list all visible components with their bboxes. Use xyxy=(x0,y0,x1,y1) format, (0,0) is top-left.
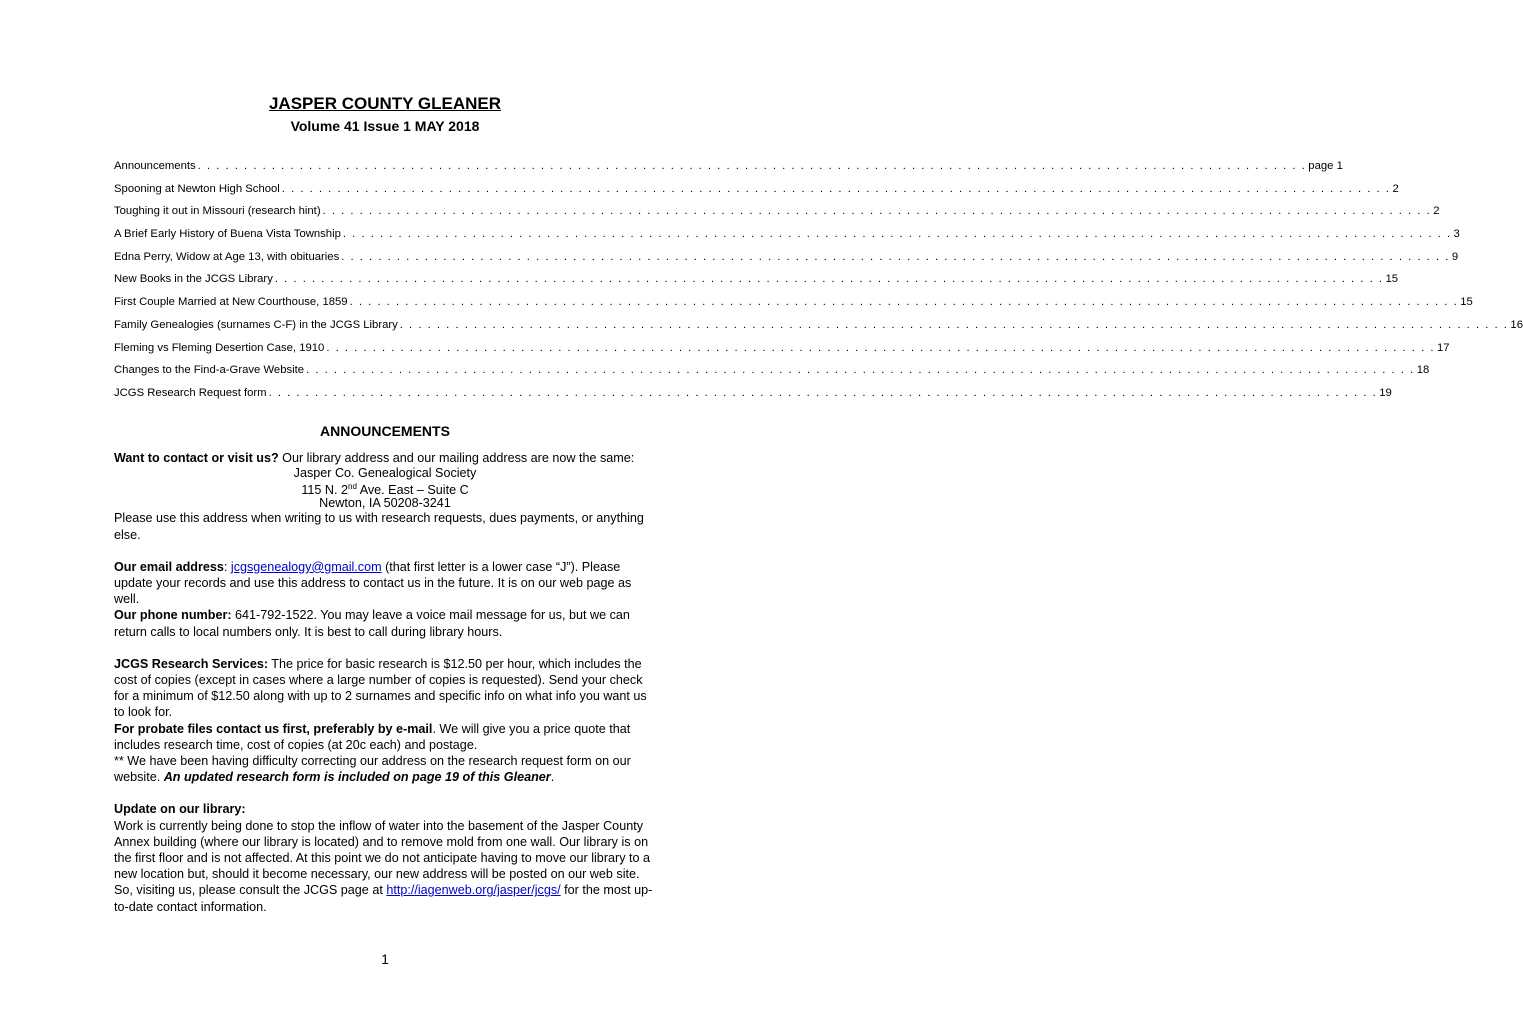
toc-entry-page: 2 xyxy=(1433,205,1440,218)
contact-text: Our library address and our mailing address are now the same: xyxy=(282,451,635,465)
toc-entry xyxy=(114,250,1459,274)
toc-entry-page: 9 xyxy=(1451,250,1459,263)
toc-entry-title: A Brief Early History of Buena Vista Township xyxy=(114,228,341,241)
page-number: 1 xyxy=(381,951,389,967)
email-link[interactable]: jcgsgenealogy@gmail.com xyxy=(230,559,382,574)
research-label: JCGS Research Services: xyxy=(114,656,269,671)
mailing-address xyxy=(114,467,656,510)
address-line-2: 115 N. 2nd Ave. East – Suite C xyxy=(301,482,469,498)
probate-text: . We will give you a price quote that includes research time, cost of copies (at 20c each) and postage. xyxy=(114,721,631,752)
toc-entry-title: JCGS Research Request form xyxy=(114,386,267,399)
library-update-text-end: for the most up-to-date contact information. xyxy=(114,883,653,914)
toc-entry xyxy=(114,273,1399,296)
toc-entry-title: First Couple Married at New Courthouse, 1859 xyxy=(114,296,348,309)
table-of-contents xyxy=(114,160,1523,410)
probate-paragraph xyxy=(114,721,656,753)
email-label: Our email address xyxy=(114,559,224,574)
toc-entry-page: 2 xyxy=(1392,182,1399,195)
toc-entry-title: Toughing it out in Missouri (research hint) xyxy=(114,205,321,218)
toc-entry-page: 18 xyxy=(1416,364,1430,377)
phone-paragraph xyxy=(114,607,656,639)
toc-entry-page: page 1 xyxy=(1308,160,1343,172)
toc-dot-leader: . . . . . . . . . . . . . . . . . . . . . . . . . . . . . . . . . . . . . . . . . . . . . . . . . . . . . . . . . . . . . . . . . . . . . . . . . . . . . . . . . . . . . . . . . . . . . . . . . . . . . . . . . . . . . . . . . . . . . . . . xyxy=(322,205,1432,218)
phone-label: Our phone number: xyxy=(114,608,232,623)
address-note: Please use this address when writing to us with research requests, dues payments, or anything else. xyxy=(114,511,644,542)
toc-entry-title: New Books in the JCGS Library xyxy=(114,273,273,286)
toc-entry-page: 19 xyxy=(1379,386,1392,399)
announcements-heading: ANNOUNCEMENTS xyxy=(320,423,450,439)
email-text: (that first letter is a lower case “J”). Please update your records and use this address to contact us in the future. It is on our web page as well. xyxy=(114,559,632,607)
toc-entry-title: Edna Perry, Widow at Age 13, with obituaries xyxy=(114,250,340,263)
contact-paragraph xyxy=(114,450,656,466)
library-update-label: Update on our library: xyxy=(114,802,246,817)
toc-entry-page: 15 xyxy=(1385,273,1399,286)
toc-entry-page: 15 xyxy=(1460,296,1473,309)
toc-entry xyxy=(114,318,1523,342)
toc-entry xyxy=(114,182,1399,206)
toc-entry-title: Announcements xyxy=(114,160,196,172)
toc-dot-leader: . . . . . . . . . . . . . . . . . . . . . . . . . . . . . . . . . . . . . . . . . . . . . . . . . . . . . . . . . . . . . . . . . . . . . . . . . . . . . . . . . . . . . . . . . . . . . . . . . . . . . . . . . . . . . . . . . . . . . . . . xyxy=(341,250,1450,263)
probate-label: For probate files contact us first, preferably by e-mail xyxy=(114,721,433,736)
contact-label: Want to contact or visit us? xyxy=(114,451,279,465)
library-update-text: Work is currently being done to stop the inflow of water into the basement of the Jasper County Annex building (where our library is located) and to remove mold from one wall. Our library is on the first floor and is not affected. At this point we do not anticipate having to move our library to a new location but, should it become necessary, our new address will be posted on our web site. So, visiting us, please consult the JCGS page at xyxy=(114,818,651,898)
research-paragraph xyxy=(114,656,656,721)
toc-entry xyxy=(114,205,1440,228)
toc-dot-leader: . . . . . . . . . . . . . . . . . . . . . . . . . . . . . . . . . . . . . . . . . . . . . . . . . . . . . . . . . . . . . . . . . . . . . . . . . . . . . . . . . . . . . . . . . . . . . . . . . . . . . . . . . . . . . . . . . . . . . . . . xyxy=(281,182,1391,195)
address-line-1: Jasper Co. Genealogical Society xyxy=(293,466,477,481)
toc-entry xyxy=(114,228,1460,251)
toc-dot-leader: . . . . . . . . . . . . . . . . . . . . . . . . . . . . . . . . . . . . . . . . . . . . . . . . . . . . . . . . . . . . . . . . . . . . . . . . . . . . . . . . . . . . . . . . . . . . . . . . . . . . . . . . . . . . . . . . . . . . . . . . xyxy=(399,318,1509,331)
toc-dot-leader: . . . . . . . . . . . . . . . . . . . . . . . . . . . . . . . . . . . . . . . . . . . . . . . . . . . . . . . . . . . . . . . . . . . . . . . . . . . . . . . . . . . . . . . . . . . . . . . . . . . . . . . . . . . . . . . . . . . . . . . . xyxy=(342,228,1452,241)
toc-entry xyxy=(114,160,1343,183)
toc-entry-title: Changes to the Find-a-Grave Website xyxy=(114,364,305,377)
toc-dot-leader: . . . . . . . . . . . . . . . . . . . . . . . . . . . . . . . . . . . . . . . . . . . . . . . . . . . . . . . . . . . . . . . . . . . . . . . . . . . . . . . . . . . . . . . . . . . . . . . . . . . . . . . . . . . . . . . . . . . . . . . . xyxy=(274,273,1384,286)
toc-entry xyxy=(114,341,1450,365)
toc-dot-leader: . . . . . . . . . . . . . . . . . . . . . . . . . . . . . . . . . . . . . . . . . . . . . . . . . . . . . . . . . . . . . . . . . . . . . . . . . . . . . . . . . . . . . . . . . . . . . . . . . . . . . . . . . . . . . . . . . . . . . . . . xyxy=(326,341,1435,354)
library-update-paragraph xyxy=(114,801,656,914)
issue-subtitle: Volume 41 Issue 1 MAY 2018 xyxy=(290,118,480,134)
toc-entry-page: 17 xyxy=(1436,341,1450,354)
toc-dot-leader: . . . . . . . . . . . . . . . . . . . . . . . . . . . . . . . . . . . . . . . . . . . . . . . . . . . . . . . . . . . . . . . . . . . . . . . . . . . . . . . . . . . . . . . . . . . . . . . . . . . . . . . . . . . . . . . . . . . . . . . . xyxy=(349,296,1459,309)
toc-dot-leader: . . . . . . . . . . . . . . . . . . . . . . . . . . . . . . . . . . . . . . . . . . . . . . . . . . . . . . . . . . . . . . . . . . . . . . . . . . . . . . . . . . . . . . . . . . . . . . . . . . . . . . . . . . . . . . . . . . . . . . . . xyxy=(306,364,1415,377)
toc-dot-leader: . . . . . . . . . . . . . . . . . . . . . . . . . . . . . . . . . . . . . . . . . . . . . . . . . . . . . . . . . . . . . . . . . . . . . . . . . . . . . . . . . . . . . . . . . . . . . . . . . . . . . . . . . . . . . . . . . . . . . . . . xyxy=(197,160,1307,172)
toc-entry-page: 16 xyxy=(1510,318,1523,331)
toc-entry xyxy=(114,364,1430,387)
announcements-body xyxy=(114,450,656,915)
research-note-emphasis: An updated research form is included on page 19 of this Gleaner xyxy=(163,770,551,785)
research-text: The price for basic research is $12.50 per hour, which includes the cost of copies (except in cases where a large number of copies is requested). Send your check for a minimum of $12.50 along with up to 2 surnames and specific info on what info you want us to look for. xyxy=(114,656,647,720)
toc-entry xyxy=(114,386,1392,410)
research-note-text: ** We have been having difficulty correcting our address on the research request form on our website. xyxy=(114,754,631,785)
toc-entry-page: 3 xyxy=(1453,228,1460,241)
toc-entry xyxy=(114,296,1473,319)
toc-entry-title: Family Genealogies (surnames C-F) in the JCGS Library xyxy=(114,318,398,331)
address-line-3: Newton, IA 50208-3241 xyxy=(319,496,451,511)
toc-entry-title: Spooning at Newton High School xyxy=(114,182,280,195)
jcgs-web-link[interactable]: http://iagenweb.org/jasper/jcgs/ xyxy=(386,883,561,898)
phone-text: 641-792-1522. You may leave a voice mail message for us, but we can return calls to local numbers only. It is best to call during library hours. xyxy=(114,608,630,639)
research-note: ** We have been having difficulty correcting our address on the research request form on our website. An updated research form is included on page 19 of this Gleaner. xyxy=(114,754,631,785)
toc-entry-title: Fleming vs Fleming Desertion Case, 1910 xyxy=(114,341,325,354)
toc-dot-leader: . . . . . . . . . . . . . . . . . . . . . . . . . . . . . . . . . . . . . . . . . . . . . . . . . . . . . . . . . . . . . . . . . . . . . . . . . . . . . . . . . . . . . . . . . . . . . . . . . . . . . . . . . . . . . . . . . . . . . . . . xyxy=(268,386,1378,399)
email-paragraph: Our email address: jcgsgenealogy@gmail.com (that first letter is a lower case “J”). Please update your records and use this address to contact us in the future. It is on our web page as well. xyxy=(114,559,632,607)
newsletter-title: JASPER COUNTY GLEANER xyxy=(268,94,502,113)
